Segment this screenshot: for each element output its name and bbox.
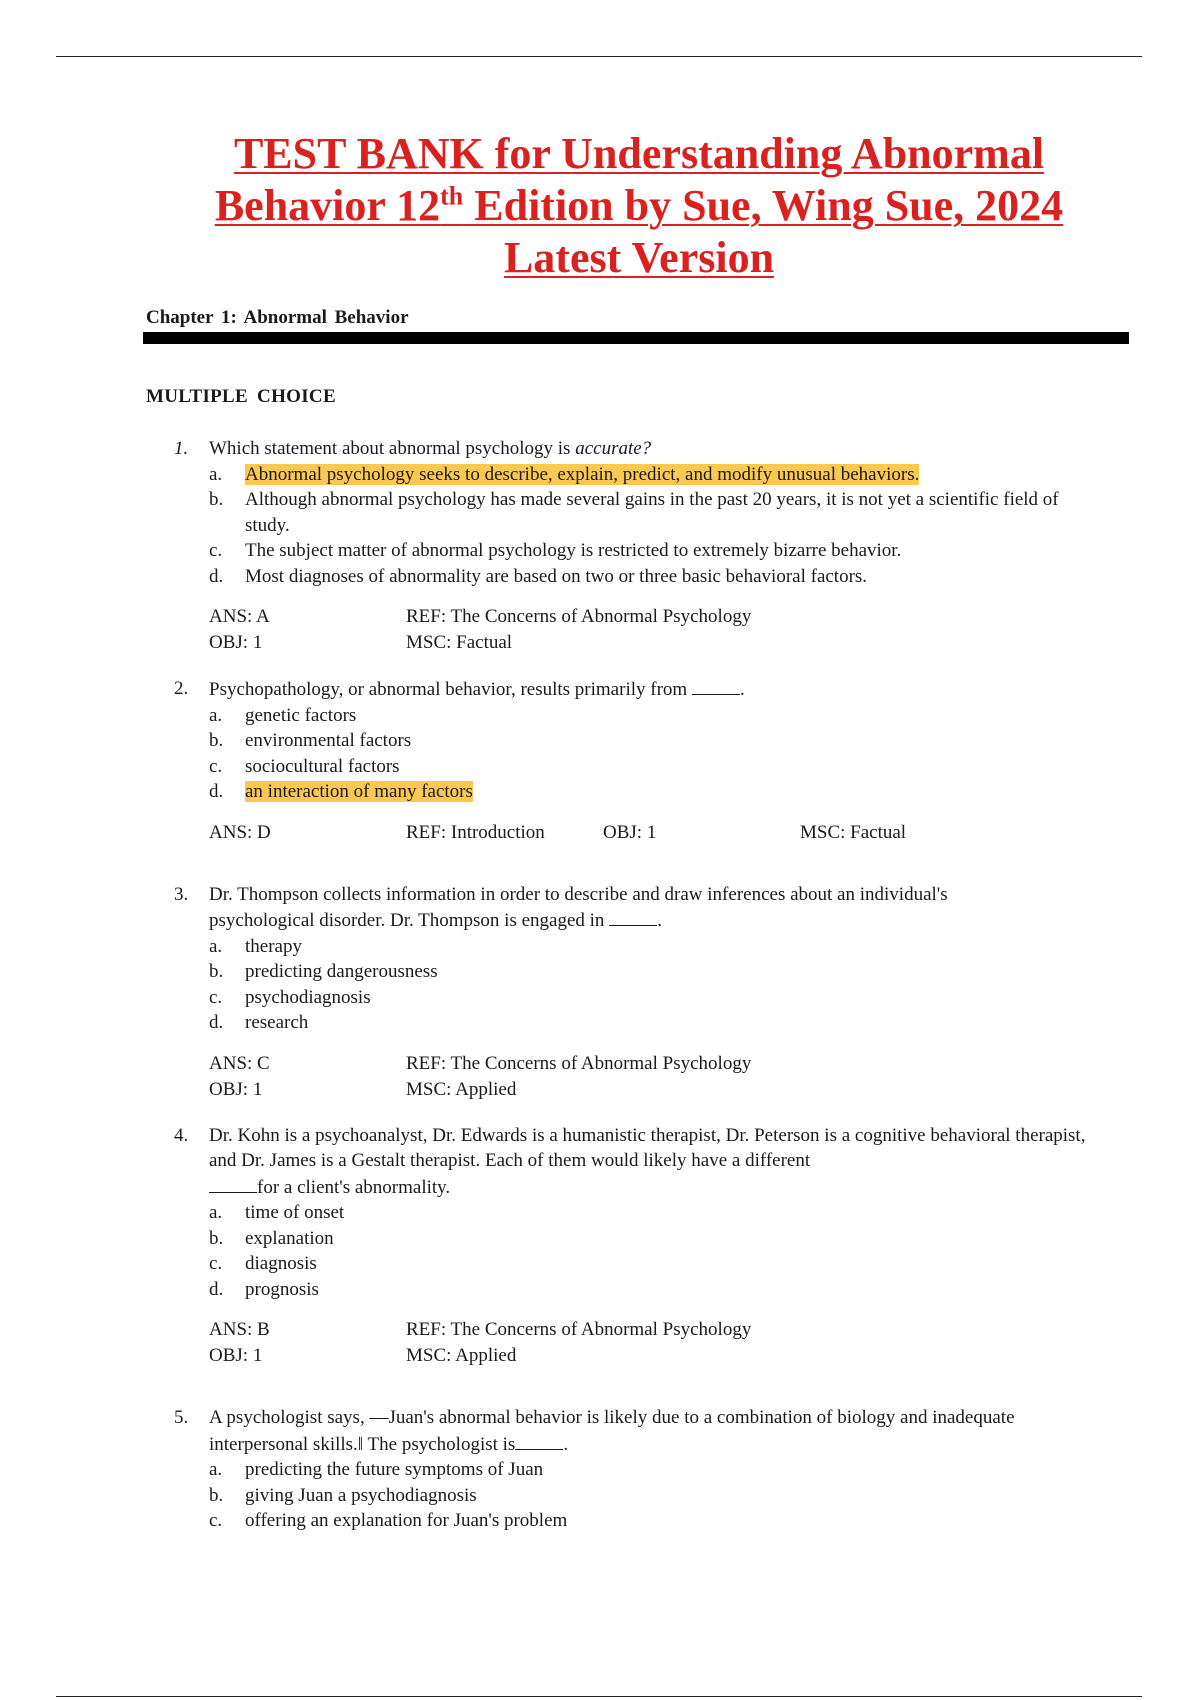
option-d[interactable]: d. Most diagnoses of abnormality are based on two or three basic behavioral factors. [209, 565, 868, 587]
objective: OBJ: 1 [209, 632, 263, 653]
objective: OBJ: 1 [603, 821, 657, 843]
option-c[interactable]: c. psychodiagnosis [209, 986, 371, 1008]
misc-category: MSC: Applied [406, 1345, 517, 1366]
question-2 [0, 676, 1200, 846]
option-d[interactable]: d. research [209, 1012, 309, 1033]
answer-key: ANS: C [209, 1052, 270, 1074]
objective: OBJ: 1 [209, 1078, 263, 1100]
objective-meta [209, 1077, 1200, 1103]
question-5 [0, 1405, 1200, 1534]
question-number: 1. [174, 438, 189, 459]
option-a[interactable]: a. Abnormal psychology seeks to describe, explain, predict, and modify unusual behaviors. [209, 463, 920, 485]
option-b[interactable]: b. environmental factors [209, 730, 412, 751]
answer-meta [209, 1317, 1200, 1343]
option-c[interactable]: c. offering an explanation for Juan's problem [209, 1510, 568, 1531]
option-b[interactable]: b. Although abnormal psychology has made several gains in the past 20 years, it is not yet a scientific field of study. [209, 489, 1059, 536]
question-stem: Dr. Kohn is a psychoanalyst, Dr. Edwards is a humanistic therapist, Dr. Peterson is a cognitive behavioral therapist, and Dr. James is a Gestalt therapist. Each of them would likely have a different for a client's abnormality. [209, 1124, 1086, 1198]
option-d[interactable]: d. an interaction of many factors [209, 781, 473, 802]
title-line-2: Behavior 12th Edition by Sue, Wing Sue, 2024 [214, 181, 1064, 230]
question-1 [0, 436, 1200, 656]
objective-meta [209, 1343, 1200, 1369]
top-rule [56, 56, 1142, 57]
section-heading: MULTIPLE CHOICE [146, 386, 336, 407]
misc-category: MSC: Applied [406, 1078, 517, 1100]
question-stem: Dr. Thompson collects information in order to describe and draw inferences about an individual's psychological disorder. Dr. Thompson is engaged in . [209, 883, 948, 931]
answer-meta [209, 1051, 1200, 1077]
correct-answer-highlight: an interaction of many factors [245, 781, 473, 802]
question-stem: Psychopathology, or abnormal behavior, results primarily from . [209, 679, 745, 700]
misc-category: MSC: Factual [800, 821, 907, 843]
question-3 [0, 882, 1200, 1103]
question-stem: A psychologist says, ―Juan's abnormal behavior is likely due to a combination of biology and inadequate interpersonal skills.‖ The psychologist is . [209, 1407, 1015, 1455]
reference: REF: Introduction [406, 821, 545, 843]
option-c[interactable]: c. The subject matter of abnormal psychology is restricted to extremely bizarre behavior. [209, 540, 902, 561]
document-title [170, 128, 1108, 284]
misc-category: MSC: Factual [406, 632, 513, 653]
option-d[interactable]: d. prognosis [209, 1278, 319, 1300]
objective: OBJ: 1 [209, 1345, 263, 1366]
fill-in-blank [692, 676, 740, 695]
answer-key: ANS: D [209, 821, 271, 843]
objective-meta [209, 630, 1200, 656]
option-b[interactable]: b. predicting dangerousness [209, 961, 438, 982]
option-a[interactable]: a. genetic factors [209, 704, 357, 726]
title-line-3: Latest Version [503, 233, 775, 282]
option-b[interactable]: b. explanation [209, 1227, 334, 1249]
question-4 [0, 1123, 1200, 1370]
reference: REF: The Concerns of Abnormal Psychology [406, 1052, 752, 1074]
question-number: 2. [174, 678, 189, 699]
option-c[interactable]: c. diagnosis [209, 1253, 317, 1274]
reference: REF: The Concerns of Abnormal Psychology [406, 606, 752, 627]
option-a[interactable]: a. predicting the future symptoms of Juan [209, 1459, 544, 1480]
chapter-divider-bar [143, 332, 1129, 344]
question-number: 4. [174, 1124, 189, 1146]
title-line-1: TEST BANK for Understanding Abnormal [233, 129, 1045, 178]
fill-in-blank [515, 1431, 563, 1450]
bottom-rule [56, 1696, 1142, 1697]
question-stem: Which statement about abnormal psychology is accurate? [209, 438, 652, 459]
option-b[interactable]: b. giving Juan a psychodiagnosis [209, 1484, 477, 1506]
fill-in-blank [609, 907, 657, 926]
fill-in-blank [209, 1174, 257, 1193]
reference: REF: The Concerns of Abnormal Psychology [406, 1319, 752, 1340]
option-a[interactable]: a. therapy [209, 935, 302, 957]
answer-meta [209, 820, 1200, 846]
chapter-heading: Chapter 1: Abnormal Behavior [146, 307, 409, 328]
answer-meta [209, 604, 1200, 630]
question-number: 5. [174, 1407, 189, 1428]
correct-answer-highlight: Abnormal psychology seeks to describe, explain, predict, and modify unusual behaviors. [245, 463, 920, 485]
answer-key: ANS: B [209, 1319, 270, 1340]
option-a[interactable]: a. time of onset [209, 1202, 345, 1223]
option-c[interactable]: c. sociocultural factors [209, 755, 400, 777]
question-number: 3. [174, 883, 189, 905]
question-list [0, 436, 1200, 1534]
answer-key: ANS: A [209, 606, 270, 627]
